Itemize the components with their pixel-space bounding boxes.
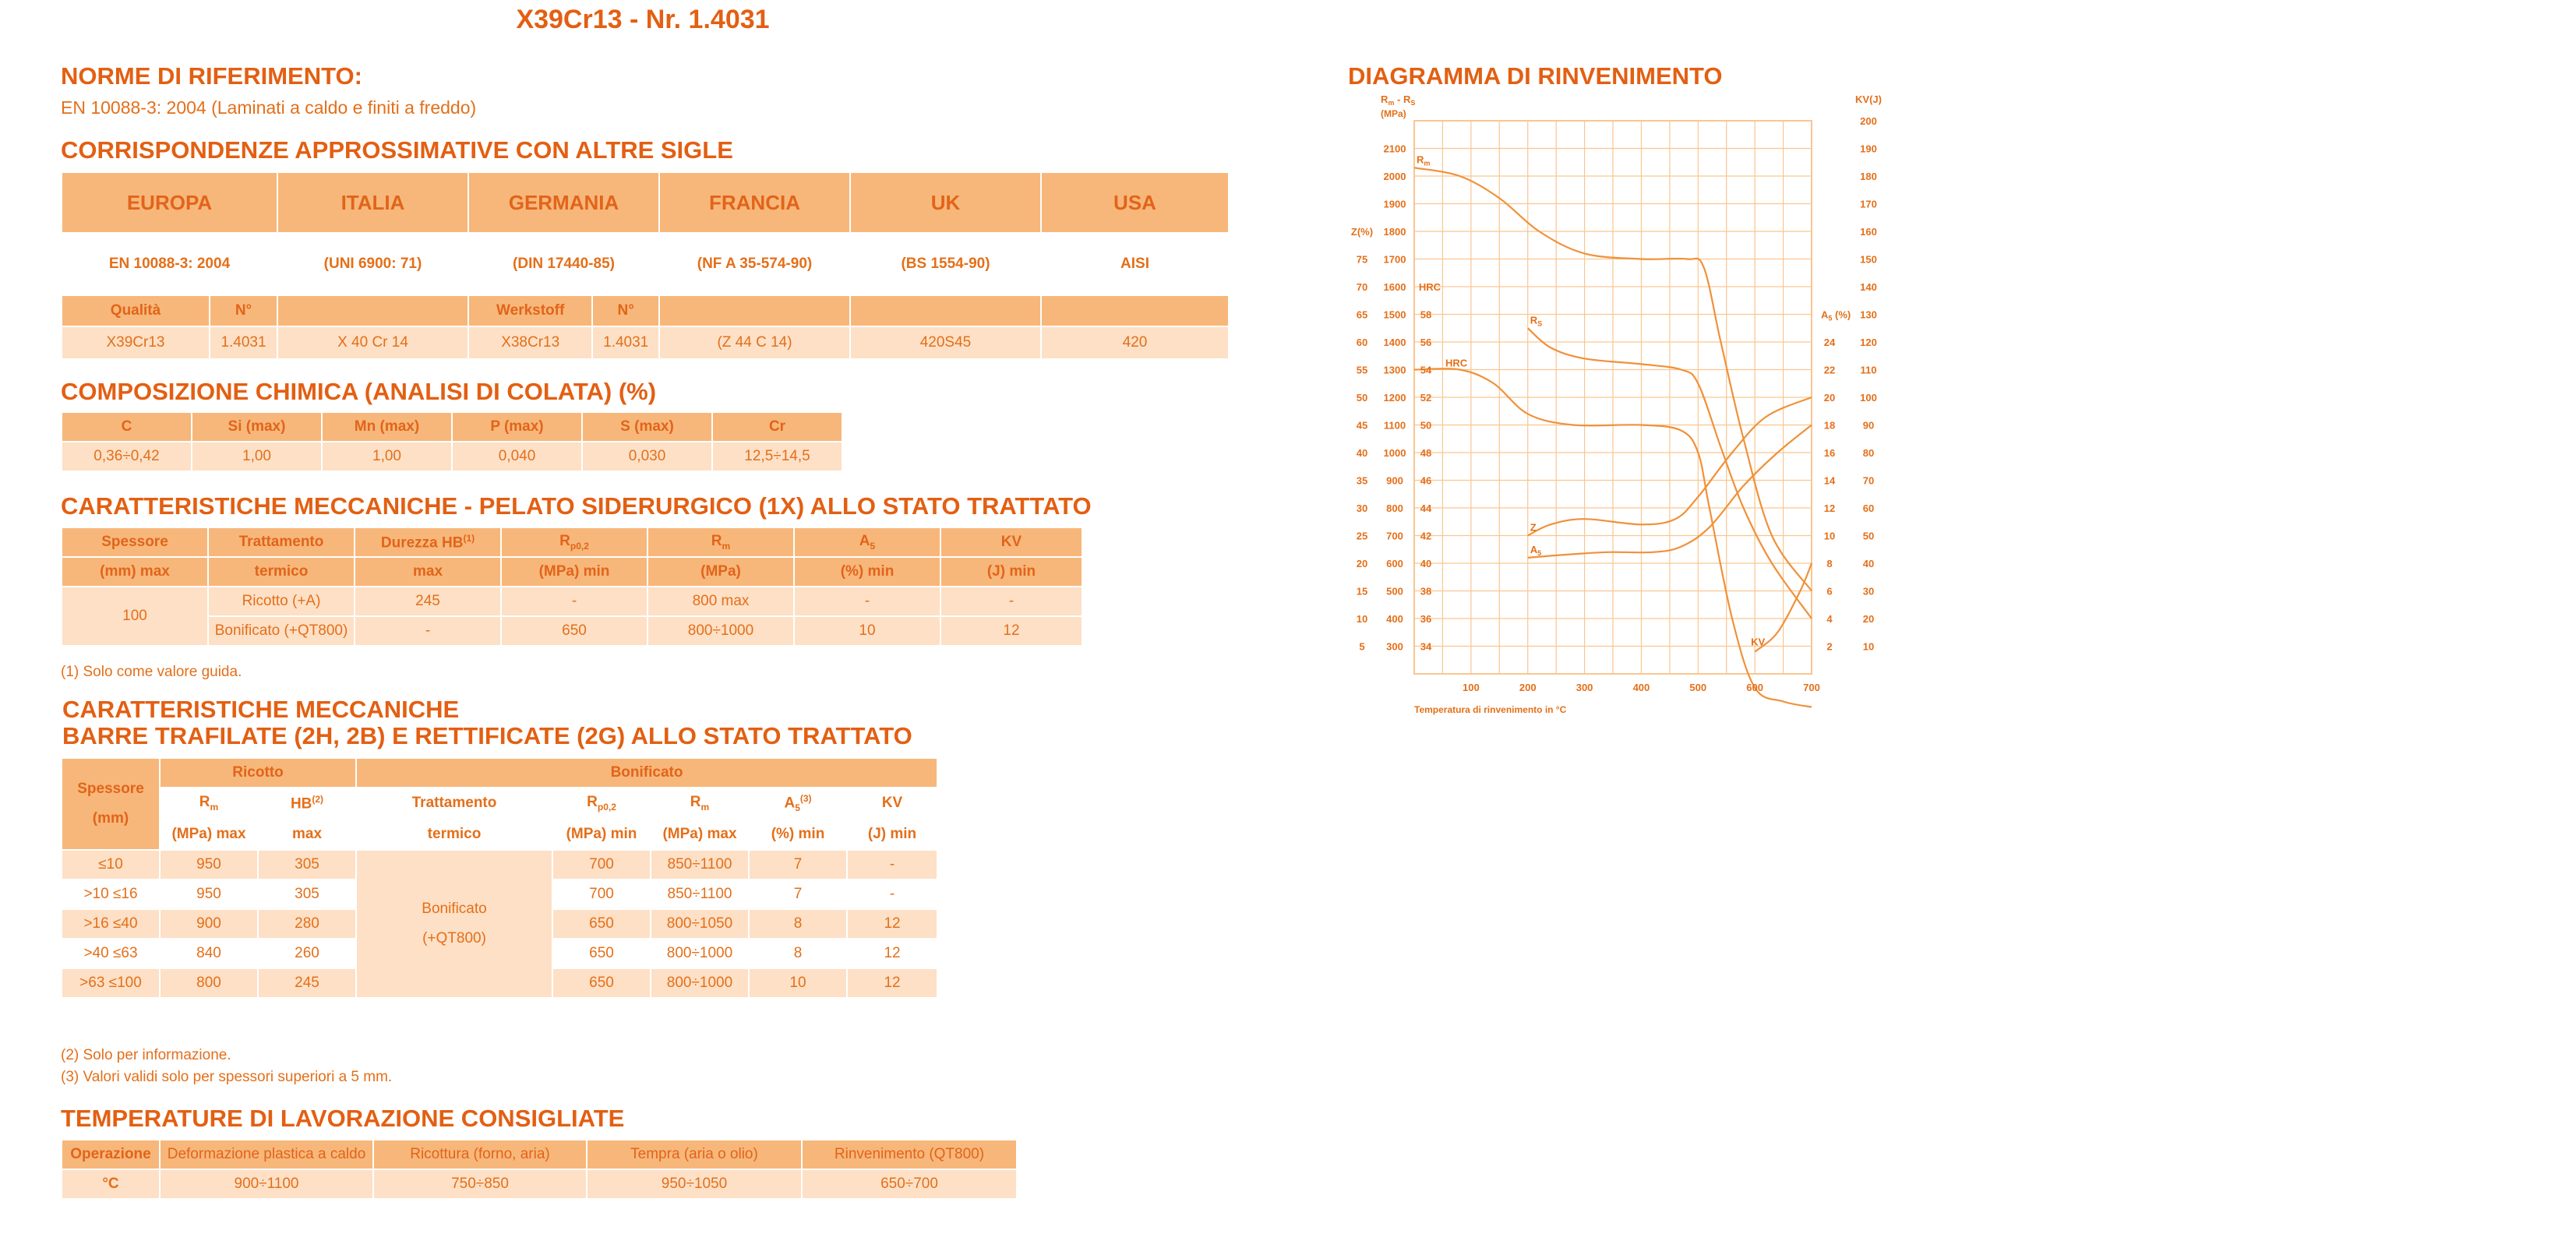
mecc1-h-a-2: (%) min xyxy=(794,557,940,587)
z-tick-label: 70 xyxy=(1356,281,1368,293)
hrc-tick-label: 42 xyxy=(1420,530,1432,542)
mecc2-r2-rm: 900 xyxy=(160,909,258,939)
x-axis-title: Temperatura di rinvenimento in °C xyxy=(1414,704,1567,715)
mecc2-h-rm-2: (MPa) max xyxy=(160,819,258,850)
mecc2-tratt xyxy=(356,850,552,998)
subheader-empty xyxy=(850,295,1041,326)
r-axis-title-sub2: S xyxy=(1410,99,1416,107)
mecc1-h-kv-2: (J) min xyxy=(940,557,1082,587)
corrispondenze-heading: CORRISPONDENZE APPROSSIMATIVE CON ALTRE SIGLE xyxy=(61,136,733,164)
r-axis-title-sub: m xyxy=(1388,99,1395,107)
comp-header-cr: Cr xyxy=(712,412,842,442)
r-tick-label: 400 xyxy=(1386,613,1403,625)
r-axis-title-rest: - R xyxy=(1394,93,1411,105)
mecc1-h-tratt-2: termico xyxy=(208,557,355,587)
kv-tick-label: 170 xyxy=(1860,198,1877,210)
z-tick-label: 60 xyxy=(1356,337,1368,348)
mecc2-r1-hb: 305 xyxy=(258,880,356,909)
hrc-tick-label: 54 xyxy=(1420,364,1432,376)
r-axis-title xyxy=(1381,93,1415,107)
mecc1-h-durezza xyxy=(355,527,501,557)
a-tick-label: 2 xyxy=(1826,640,1833,653)
a-tick-label: 20 xyxy=(1823,392,1836,404)
mecc1-r1-a: 10 xyxy=(794,616,940,646)
mecc2-h-rmb xyxy=(651,788,749,819)
mecc1-r1-tratt: Bonificato (+QT800) xyxy=(208,616,355,646)
hrc-tick-label: 44 xyxy=(1420,502,1432,514)
kv-tick-label: 160 xyxy=(1860,226,1877,238)
value-italia: X 40 Cr 14 xyxy=(277,326,468,359)
z-tick-label: 45 xyxy=(1356,419,1368,432)
mecc2-r1-a: 7 xyxy=(749,880,847,909)
mecc2-heading-2: BARRE TRAFILATE (2H, 2B) E RETTIFICATE (2G) ALLO STATO TRATTATO xyxy=(62,722,912,749)
mecc2-r0-rm: 950 xyxy=(160,850,258,880)
r-tick-label: 600 xyxy=(1386,558,1403,569)
mecc1-r0-kv: - xyxy=(940,587,1082,616)
mecc2-h-rm-sub: m xyxy=(210,801,219,813)
r-tick-label: 2100 xyxy=(1383,143,1406,155)
chart-labels xyxy=(1351,93,1882,715)
mecc2-r3-rm: 840 xyxy=(160,939,258,968)
mecc1-r1-rp: 650 xyxy=(501,616,648,646)
standard-europa: EN 10088-3: 2004 xyxy=(62,233,277,295)
mecc1-h-durezza-label: Durezza HB xyxy=(380,534,464,552)
mecc1-h-rp-sub: p0,2 xyxy=(570,540,589,552)
z-tick-label: 65 xyxy=(1356,308,1368,321)
mecc1-r0-hb: 245 xyxy=(355,587,501,616)
standard-francia: (NF A 35-574-90) xyxy=(659,233,850,295)
hrc-tick-label: 56 xyxy=(1420,337,1432,348)
mecc2-r1-rmb: 850÷1100 xyxy=(651,880,749,909)
series-a5-label-sub: 5 xyxy=(1537,548,1542,557)
mecc1-h-tratt: Trattamento xyxy=(208,527,355,557)
r-tick-label: 1300 xyxy=(1383,364,1406,376)
mecc2-r2-hb: 280 xyxy=(258,909,356,939)
series-rm-label-main: R xyxy=(1417,153,1424,166)
mecc2-h-spessore xyxy=(62,758,160,850)
z-tick-label: 15 xyxy=(1356,585,1368,598)
mecc2-note-2: (3) Valori validi solo per spessori superiori a 5 mm. xyxy=(61,1069,393,1085)
kv-tick-label: 30 xyxy=(1862,585,1875,598)
mecc1-r1-hb: - xyxy=(355,616,501,646)
mecc2-tratt-2: (+QT800) xyxy=(422,930,486,947)
temp-value-rinvenimento: 650÷700 xyxy=(802,1169,1017,1199)
mecc1-h-a-sub: 5 xyxy=(870,540,876,552)
country-europa: EUROPA xyxy=(62,172,277,233)
mecc2-r4-hb: 245 xyxy=(258,968,356,998)
x-tick-label: 600 xyxy=(1746,682,1763,693)
z-tick-label: 75 xyxy=(1356,253,1368,266)
kv-tick-label: 150 xyxy=(1860,253,1877,266)
subheader-empty xyxy=(659,295,850,326)
temp-value-deformazione: 900÷1100 xyxy=(160,1169,373,1199)
z-tick-label: 55 xyxy=(1356,364,1368,376)
r-tick-label: 1000 xyxy=(1383,447,1406,459)
series-hrc-label xyxy=(1445,358,1468,369)
x-tick-label: 500 xyxy=(1689,682,1707,693)
kv-tick-label: 190 xyxy=(1860,143,1877,155)
mecc2-h-spessore-2: (mm) xyxy=(92,810,129,827)
mecc2-h-tratt-2: termico xyxy=(356,819,552,850)
mecc2-h-rp-sub: p0,2 xyxy=(597,801,616,813)
corrispondenze-table xyxy=(61,171,1230,360)
mecc2-h-rp-2: (MPa) min xyxy=(552,819,651,850)
hrc-tick-label: 50 xyxy=(1420,419,1432,432)
mecc2-r2-kv: 12 xyxy=(847,909,937,939)
a-tick-label: 12 xyxy=(1823,502,1836,514)
comp-header-si: Si (max) xyxy=(192,412,322,442)
subheader-numero-2: N° xyxy=(591,296,658,326)
x-tick-label: 400 xyxy=(1632,682,1650,693)
temperature-heading: TEMPERATURE DI LAVORAZIONE CONSIGLIATE xyxy=(61,1105,625,1132)
country-usa: USA xyxy=(1041,172,1229,233)
r-tick-label: 1100 xyxy=(1383,419,1406,432)
kv-tick-label: 100 xyxy=(1860,392,1877,404)
kv-tick-label: 20 xyxy=(1862,613,1875,625)
a-tick-label: 16 xyxy=(1823,447,1836,459)
value-uk: 420S45 xyxy=(850,326,1041,359)
mecc2-h-rm-label: R xyxy=(199,794,210,811)
standard-italia: (UNI 6900: 71) xyxy=(277,233,468,295)
r-axis-title-main: R xyxy=(1381,93,1389,105)
temp-header-operazione: Operazione xyxy=(62,1140,160,1169)
mecc2-heading-1: CARATTERISTICHE MECCANICHE xyxy=(62,696,460,723)
mecc1-h-rp-2: (MPa) min xyxy=(501,557,648,587)
kv-tick-label: 130 xyxy=(1860,308,1877,321)
a-tick-label: 24 xyxy=(1823,337,1836,348)
temp-unit: °C xyxy=(62,1169,160,1199)
mecc2-r0-rmb: 850÷1100 xyxy=(651,850,749,880)
subheader-empty xyxy=(277,295,468,326)
country-uk: UK xyxy=(850,172,1041,233)
r-tick-label: 700 xyxy=(1386,530,1403,542)
mecc1-table xyxy=(61,527,1083,647)
mecc2-table xyxy=(61,757,938,999)
z-tick-label: 25 xyxy=(1356,530,1368,542)
mecc2-h-ricotto: Ricotto xyxy=(160,758,356,788)
mecc1-h-rp xyxy=(501,527,648,557)
kv-tick-label: 80 xyxy=(1862,447,1875,459)
kv-tick-label: 110 xyxy=(1860,364,1877,376)
r-tick-label: 1600 xyxy=(1383,281,1406,293)
mecc2-r4-sp: >63 ≤100 xyxy=(62,968,160,998)
mecc1-h-a-label: A xyxy=(859,533,870,550)
kv-tick-label: 120 xyxy=(1860,337,1877,348)
mecc1-r0-a: - xyxy=(794,587,940,616)
mecc1-spessore: 100 xyxy=(62,587,208,646)
mecc2-h-rm xyxy=(160,788,258,819)
hrc-axis-title: HRC xyxy=(1418,281,1442,293)
series-a5-label-main: A xyxy=(1530,543,1538,555)
mecc2-h-kv-2: (J) min xyxy=(847,819,937,850)
mecc1-r0-tratt: Ricotto (+A) xyxy=(208,587,355,616)
temperature-table xyxy=(61,1139,1018,1200)
x-tick-label: 100 xyxy=(1463,682,1480,693)
mecc2-r4-rp: 650 xyxy=(552,968,651,998)
a-tick-label: 18 xyxy=(1823,419,1836,432)
standard-uk: (BS 1554-90) xyxy=(850,233,1041,295)
comp-value-c: 0,36÷0,42 xyxy=(62,442,192,471)
subheader-werkstoff-cell xyxy=(468,295,659,326)
mecc2-r4-rm: 800 xyxy=(160,968,258,998)
x-tick-label: 700 xyxy=(1803,682,1820,693)
mecc2-h-bonificato: Bonificato xyxy=(356,758,937,788)
norme-text: EN 10088-3: 2004 (Laminati a caldo e finiti a freddo) xyxy=(61,97,477,118)
value-francia: (Z 44 C 14) xyxy=(659,326,850,359)
series-kv-label-main: KV xyxy=(1751,636,1766,648)
temp-value-tempra: 950÷1050 xyxy=(587,1169,802,1199)
kv-tick-label: 60 xyxy=(1862,502,1875,514)
value-usa: 420 xyxy=(1041,326,1229,359)
value-numero: 1.4031 xyxy=(210,326,277,359)
hrc-tick-label: 38 xyxy=(1420,585,1432,598)
mecc1-h-rm-2: (MPa) xyxy=(648,557,794,587)
mecc2-h-a-sub: 5 xyxy=(795,802,800,814)
subheader-werkstoff: Werkstoff xyxy=(496,302,565,319)
mecc1-h-rm-label: R xyxy=(711,533,722,550)
hrc-tick-label: 40 xyxy=(1420,558,1432,569)
mecc2-h-a-2: (%) min xyxy=(749,819,847,850)
r-tick-label: 1200 xyxy=(1383,392,1406,404)
mecc2-r0-sp: ≤10 xyxy=(62,850,160,880)
mecc2-h-a-sup: (3) xyxy=(799,792,812,804)
country-francia: FRANCIA xyxy=(659,172,850,233)
subheader-empty xyxy=(1041,295,1229,326)
hrc-tick-label: 48 xyxy=(1420,447,1432,459)
r-tick-label: 500 xyxy=(1386,585,1403,598)
mecc2-r0-kv: - xyxy=(847,850,937,880)
series-rm-label xyxy=(1417,153,1430,167)
subheader-qualita: Qualità xyxy=(62,295,210,326)
comp-header-c: C xyxy=(62,412,192,442)
composizione-heading: COMPOSIZIONE CHIMICA (ANALISI DI COLATA) (%) xyxy=(61,378,657,405)
value-werkstoff-numero: 1.4031 xyxy=(591,327,658,358)
z-tick-label: 20 xyxy=(1356,558,1368,569)
mecc2-h-hb-sup: (2) xyxy=(312,793,324,805)
chart-title: DIAGRAMMA DI RINVENIMENTO xyxy=(1348,62,1723,90)
page-title: X39Cr13 - Nr. 1.4031 xyxy=(516,5,770,34)
r-tick-label: 1500 xyxy=(1383,308,1406,321)
r-axis-unit: (MPa) xyxy=(1381,108,1406,119)
mecc2-h-hb xyxy=(258,788,356,819)
mecc1-note: (1) Solo come valore guida. xyxy=(61,664,242,680)
comp-header-s: S (max) xyxy=(582,412,712,442)
comp-value-si: 1,00 xyxy=(192,442,322,471)
mecc2-r3-a: 8 xyxy=(749,939,847,968)
comp-header-p: P (max) xyxy=(452,412,582,442)
mecc1-r0-rp: - xyxy=(501,587,648,616)
mecc1-h-rm xyxy=(648,527,794,557)
z-axis-title: Z(%) xyxy=(1350,226,1374,238)
mecc1-h-durezza-2: max xyxy=(355,557,501,587)
comp-value-p: 0,040 xyxy=(452,442,582,471)
mecc1-h-kv: KV xyxy=(940,527,1082,557)
mecc2-h-rp xyxy=(552,788,651,819)
temp-header-ricottura: Ricottura (forno, aria) xyxy=(373,1140,587,1169)
standard-usa: AISI xyxy=(1041,233,1229,295)
mecc2-h-rmb-2: (MPa) max xyxy=(651,819,749,850)
standard-germania: (DIN 17440-85) xyxy=(468,233,659,295)
a-tick-label: 4 xyxy=(1826,613,1833,625)
a-axis-title xyxy=(1821,309,1851,323)
z-tick-label: 5 xyxy=(1359,640,1365,653)
a-tick-label: 8 xyxy=(1826,558,1833,569)
mecc2-h-rmb-sub: m xyxy=(700,801,710,813)
mecc2-r2-a: 8 xyxy=(749,909,847,939)
kv-tick-label: 40 xyxy=(1862,558,1875,569)
mecc2-r4-rmb: 800÷1000 xyxy=(651,968,749,998)
kv-tick-label: 140 xyxy=(1860,281,1877,293)
r-tick-label: 800 xyxy=(1386,502,1403,514)
mecc2-r0-rp: 700 xyxy=(552,850,651,880)
mecc2-r1-rp: 700 xyxy=(552,880,651,909)
mecc2-tratt-1: Bonificato xyxy=(422,901,487,917)
series-rs-label-sub: S xyxy=(1537,319,1543,328)
mecc1-h-spessore: Spessore xyxy=(62,527,208,557)
mecc2-h-a xyxy=(749,788,847,819)
subheader-numero: N° xyxy=(210,295,277,326)
kv-tick-label: 10 xyxy=(1862,640,1875,653)
x-tick-label: 200 xyxy=(1519,682,1537,693)
temp-header-deformazione: Deformazione plastica a caldo xyxy=(160,1140,373,1169)
a-tick-label: 14 xyxy=(1823,474,1836,487)
series-z-label-main: Z xyxy=(1530,521,1537,534)
mecc2-r2-rp: 650 xyxy=(552,909,651,939)
value-germania-cell xyxy=(468,326,659,359)
temp-header-rinvenimento: Rinvenimento (QT800) xyxy=(802,1140,1017,1169)
value-werkstoff: X38Cr13 xyxy=(501,334,560,351)
composizione-table xyxy=(61,411,843,472)
a-tick-label: 22 xyxy=(1823,364,1836,376)
kv-tick-label: 90 xyxy=(1862,419,1875,432)
mecc2-r3-rp: 650 xyxy=(552,939,651,968)
mecc2-h-spessore-1: Spessore xyxy=(77,781,144,797)
mecc1-r0-rm: 800 max xyxy=(648,587,794,616)
mecc2-r3-sp: >40 ≤63 xyxy=(62,939,160,968)
mecc2-r1-rm: 950 xyxy=(160,880,258,909)
series-rs-label xyxy=(1530,314,1542,327)
z-tick-label: 50 xyxy=(1356,392,1368,404)
country-italia: ITALIA xyxy=(277,172,468,233)
z-tick-label: 30 xyxy=(1356,502,1368,514)
mecc2-r0-a: 7 xyxy=(749,850,847,880)
series-hrc-label-main: HRC xyxy=(1445,357,1468,369)
mecc2-h-a-label: A xyxy=(784,795,796,812)
kv-tick-label: 50 xyxy=(1862,530,1875,542)
hrc-tick-label: 58 xyxy=(1420,308,1432,321)
x-tick-label: 300 xyxy=(1576,682,1593,693)
mecc2-r3-rmb: 800÷1000 xyxy=(651,939,749,968)
series-a5-label xyxy=(1530,544,1541,557)
mecc2-h-rp-label: R xyxy=(587,794,598,811)
tempering-chart xyxy=(1340,86,1901,732)
mecc2-r2-sp: >16 ≤40 xyxy=(62,909,160,939)
mecc1-r1-kv: 12 xyxy=(940,616,1082,646)
kv-tick-label: 180 xyxy=(1860,171,1877,182)
mecc1-h-rm-sub: m xyxy=(722,540,731,552)
mecc2-r0-hb: 305 xyxy=(258,850,356,880)
kv-tick-label: 200 xyxy=(1860,115,1877,127)
mecc1-h-a xyxy=(794,527,940,557)
a-axis-title-main: A xyxy=(1821,308,1829,321)
country-germania: GERMANIA xyxy=(468,172,659,233)
mecc2-r3-hb: 260 xyxy=(258,939,356,968)
r-tick-label: 1700 xyxy=(1383,253,1406,266)
mecc2-h-hb-2: max xyxy=(258,819,356,850)
mecc1-heading: CARATTERISTICHE MECCANICHE - PELATO SIDERURGICO (1X) ALLO STATO TRATTATO xyxy=(61,492,1092,520)
mecc2-r4-a: 10 xyxy=(749,968,847,998)
hrc-tick-label: 34 xyxy=(1420,640,1432,653)
kv-axis-title: KV(J) xyxy=(1855,93,1882,105)
comp-value-s: 0,030 xyxy=(582,442,712,471)
r-tick-label: 900 xyxy=(1386,474,1403,487)
series-z-label xyxy=(1530,522,1537,534)
hrc-tick-label: 46 xyxy=(1420,474,1432,487)
kv-tick-label: 70 xyxy=(1862,474,1875,487)
series-rs-label-main: R xyxy=(1530,314,1538,326)
r-tick-label: 1800 xyxy=(1383,226,1406,238)
z-tick-label: 40 xyxy=(1356,447,1368,459)
mecc2-h-tratt: Trattamento xyxy=(356,788,552,819)
mecc1-r1-rm: 800÷1000 xyxy=(648,616,794,646)
norme-heading: NORME DI RIFERIMENTO: xyxy=(61,62,362,90)
mecc2-h-kv: KV xyxy=(847,788,937,819)
a-axis-title-sub: 5 xyxy=(1828,314,1833,323)
mecc2-r1-kv: - xyxy=(847,880,937,909)
temp-header-tempra: Tempra (aria o olio) xyxy=(587,1140,802,1169)
mecc2-r3-kv: 12 xyxy=(847,939,937,968)
mecc2-note-1: (2) Solo per informazione. xyxy=(61,1047,231,1063)
chart-grid xyxy=(1414,121,1812,674)
mecc2-h-hb-label: HB xyxy=(290,795,312,813)
mecc1-h-durezza-sup: (1) xyxy=(463,532,475,544)
comp-value-cr: 12,5÷14,5 xyxy=(712,442,842,471)
value-qualita: X39Cr13 xyxy=(62,326,210,359)
hrc-tick-label: 52 xyxy=(1420,392,1432,404)
comp-value-mn: 1,00 xyxy=(322,442,452,471)
z-tick-label: 10 xyxy=(1356,613,1368,625)
z-tick-label: 35 xyxy=(1356,474,1368,487)
comp-header-mn: Mn (max) xyxy=(322,412,452,442)
r-tick-label: 2000 xyxy=(1383,171,1406,182)
mecc2-h-rmb-label: R xyxy=(690,794,701,811)
a-axis-title-rest: (%) xyxy=(1832,308,1851,321)
series-rm-label-sub: m xyxy=(1424,159,1431,167)
mecc1-h-spessore-2: (mm) max xyxy=(62,557,208,587)
r-tick-label: 300 xyxy=(1386,640,1403,653)
hrc-tick-label: 36 xyxy=(1420,613,1432,625)
mecc2-r1-sp: >10 ≤16 xyxy=(62,880,160,909)
a-tick-label: 6 xyxy=(1826,585,1833,598)
temp-value-ricottura: 750÷850 xyxy=(373,1169,587,1199)
mecc1-h-rp-label: R xyxy=(559,533,570,550)
series-kv-label xyxy=(1751,636,1765,648)
mecc2-r4-kv: 12 xyxy=(847,968,937,998)
mecc2-r2-rmb: 800÷1050 xyxy=(651,909,749,939)
r-tick-label: 1400 xyxy=(1383,337,1406,348)
r-tick-label: 1900 xyxy=(1383,198,1406,210)
a-tick-label: 10 xyxy=(1823,530,1836,542)
